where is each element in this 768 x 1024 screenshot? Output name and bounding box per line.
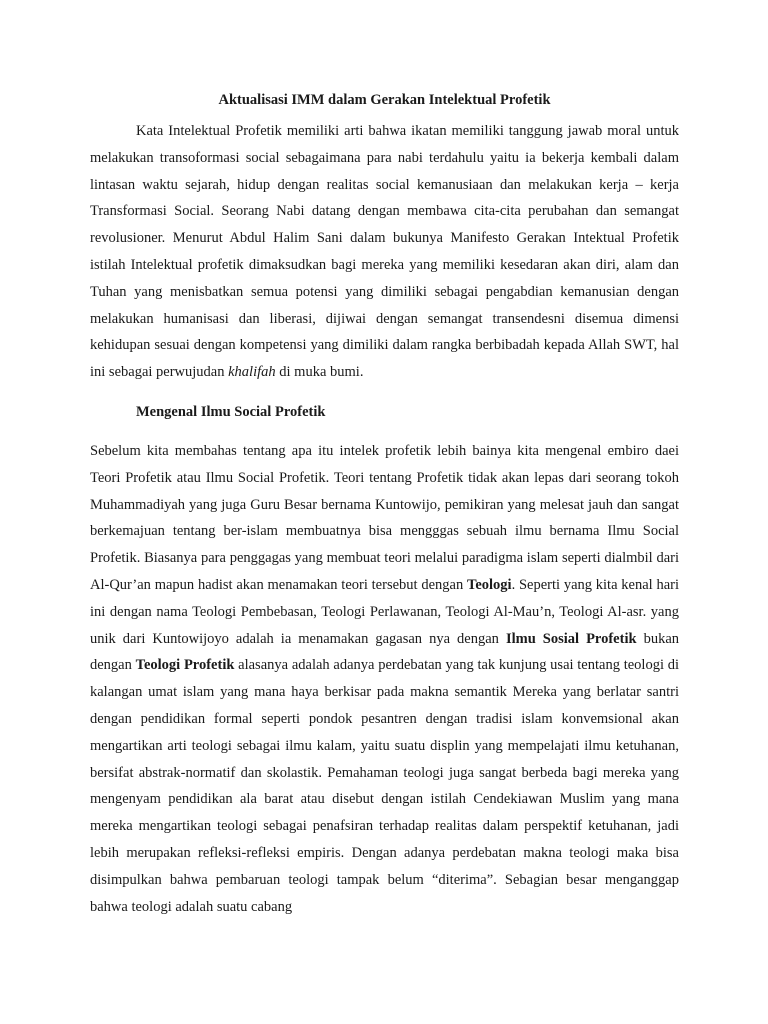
intro-text-end: di muka bumi. (275, 364, 364, 381)
paragraph-body (90, 438, 679, 920)
paragraph-intro (90, 118, 679, 386)
body-text-2: . Seperti yang kita kenal hari ini dengan nama Teologi Pembebasan, Teologi Perlawanan, Teologi Al-Mau’n, Teologi Al-asr. yang unik dari Kuntowijoyo adalah ia menamakan gagasan nya dengan (90, 576, 680, 647)
body-bold-ilmu-sosial-profetik: Ilmu Sosial Profetik (505, 630, 637, 647)
body-bold-teologi-profetik: Teologi Profetik (135, 657, 235, 674)
document-title: Aktualisasi IMM dalam Gerakan Intelektual Profetik (218, 92, 551, 108)
body-text-4: alasanya adalah adanya perdebatan yang tak kunjung usai tentang teologi di kalangan umat islam yang mana haya berkisar pada makna semantik Mereka yang berlatar santri dengan pendidikan formal seperti pondok pesantren dengan tradisi islam konvemsional akan mengartikan arti teologi sebagai ilmu kalam, yaitu suatu displin yang mempelajati ilmu ketuhanan, bersifat abstrak-normatif dan skolastik. Pemahaman teologi juga sangat berbeda bagi mereka yang mengenyam pendidikan ala barat atau disebut dengan istilah Cendekiawan Muslim yang mana mereka mengartikan teologi sebagai penafsiran terhadap realitas dalam perspektif ketuhanan, jadi lebih merupakan refleksi-refleksi empiris. Dengan adanya perdebatan makna teologi maka bisa disimpulkan bahwa pembaruan teologi tampak belum “diterima”. Sebagian besar menganggap bahwa teologi adalah suatu cabang (90, 657, 679, 915)
body-text-3: bukan dengan (90, 630, 680, 674)
document-page (90, 90, 679, 920)
intro-text: Kata Intelektual Profetik memiliki arti bahwa ikatan memiliki tanggung jawab moral untuk melakukan transoformasi social sebagaimana para nabi terdahulu yaitu ia bekerja kembali dalam lintasan waktu sejarah, hidup dengan realitas social kemanusiaan dan melakukan kerja – kerja Transformasi Social. Seorang Nabi datang dengan membawa cita-cita perubahan dan semangat revolusioner. Menurut Abdul Halim Sani dalam bukunya Manifesto Gerakan Intektual Profetik istilah Intelektual profetik dimaksudkan bagi mereka yang memiliki kesedaran akan diri, alam dan Tuhan yang menisbatkan semua potensi yang dimiliki sebagai pengabdian kemanusian dengan melakukan humanisasi dan liberasi, dijiwai dengan semangat transendesni disemua dimensi kehidupan sesuai dengan kompetensi yang dimiliki dalam rangka berbibadah kepada Allah SWT, hal ini sebagai perwujudan (90, 123, 679, 381)
body-text-1: Sebelum kita membahas tentang apa itu intelek profetik lebih bainya kita mengenal embiro daei Teori Profetik atau Ilmu Social Profetik. Teori tentang Profetik tidak akan lepas dari seorang tokoh Muhammadiyah yang juga Guru Besar bernama Kuntowijo, pemikiran yang melesat jauh dan sangat berkemajuan tentang ber-islam membuatnya bisa mengggas sebuah ilmu bernama Ilmu Social Profetik. Biasanya para penggagas yang membuat teori melalui paradigma islam seperti dialmbil dari Al-Qur’an mapun hadist akan menamakan teori tersebut dengan (90, 442, 679, 593)
section-heading: Mengenal Ilmu Social Profetik (136, 403, 326, 420)
body-bold-teologi: Teologi (466, 576, 512, 593)
intro-italic-term: khalifah (228, 364, 276, 381)
